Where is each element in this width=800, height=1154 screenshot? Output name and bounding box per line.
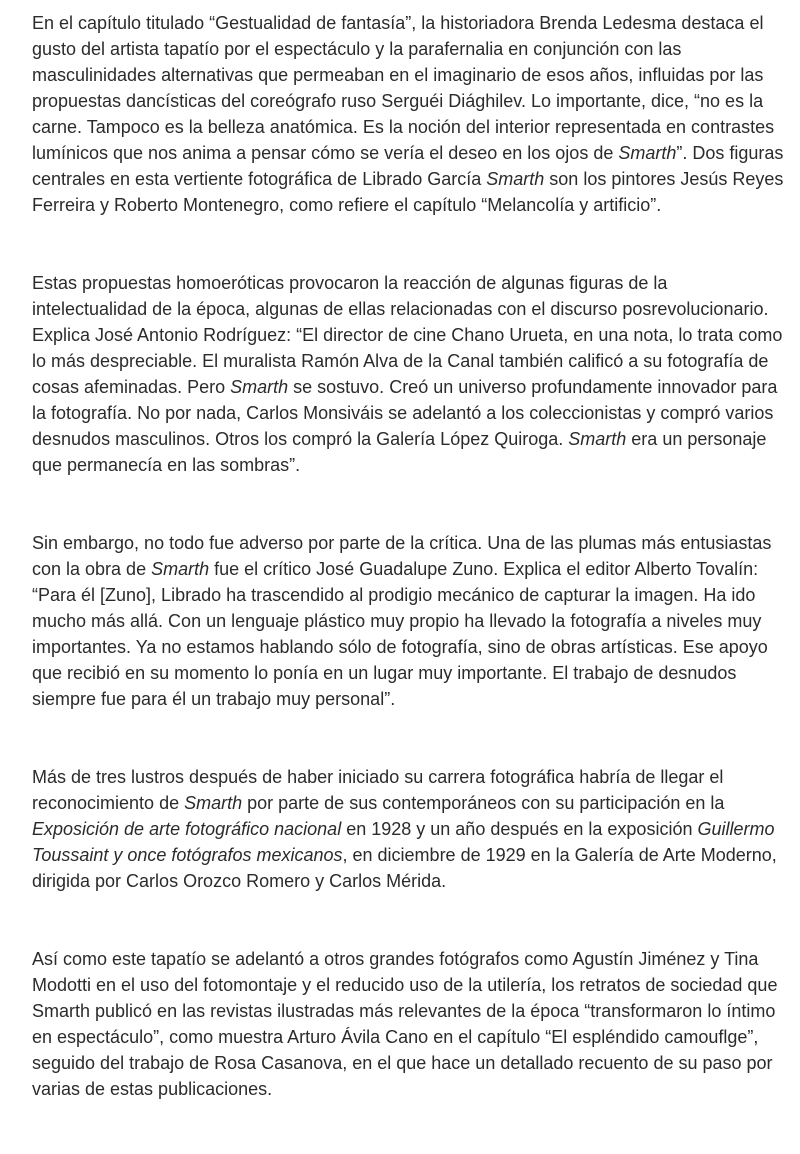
- paragraph-tapatio: [32, 946, 784, 1102]
- text-run: por parte de sus contemporáneos con su participación en la: [242, 793, 725, 813]
- text-run: En el capítulo titulado “Gestualidad de fantasía”, la historiadora Brenda Ledesma destaca el gusto del artista tapatío por el espectáculo y la parafernalia en conjunción con las masculinidades alternativas que permeaban en el imaginario de esos años, influidas por las propuestas dancísticas del coreógrafo ruso Serguéi Diághilev. Lo importante, dice, “no es la carne. Tampoco es la belleza anatómica. Es la noción del interior representada en contrastes lumínicos que nos anima a pensar cómo se vería el deseo en los ojos de: [32, 13, 775, 163]
- text-run: Así como este tapatío se adelantó a otros grandes fotógrafos como Agustín Jiménez y Tina Modotti en el uso del fotomontaje y el reducido uso de la utilería, los retratos de sociedad que Smarth publicó en las revistas ilustradas más relevantes de la época “transformaron lo íntimo en espectáculo”, como muestra Arturo Ávila Cano en el capítulo “El espléndido camouflge”, seguido del trabajo de Rosa Casanova, en el que hace un detallado recuento de su paso por varias de estas publicaciones.: [32, 949, 778, 1099]
- text-run-italic: Smarth: [486, 169, 545, 189]
- text-run: , en diciembre de 1929 en la Galería de Arte Moderno, dirigida por Carlos Orozco Romero y Carlos Mérida.: [32, 845, 777, 891]
- text-run-italic: Smarth: [568, 429, 627, 449]
- text-run: era un personaje que permanecía en las sombras”.: [32, 429, 767, 475]
- article-body: [32, 10, 784, 1154]
- text-run: en 1928 y un año después en la exposición: [341, 819, 698, 839]
- text-run: Más de tres lustros después de haber iniciado su carrera fotográfica habría de llegar el reconocimiento de: [32, 767, 724, 813]
- paragraph-critica: [32, 530, 784, 712]
- text-run: ”. Dos figuras centrales en esta vertiente fotográfica de Librado García: [32, 143, 784, 189]
- text-run-italic: Smarth: [151, 559, 210, 579]
- paragraph-homoeroticas: [32, 270, 784, 478]
- text-run: se sostuvo. Creó un universo profundamente innovador para la fotografía. No por nada, Carlos Monsiváis se adelantó a los coleccionistas y compró varios desnudos masculinos. Otros los compró la Galería López Quiroga.: [32, 377, 778, 449]
- text-run-italic: Smarth: [184, 793, 243, 813]
- text-run: Sin embargo, no todo fue adverso por parte de la crítica. Una de las plumas más entusiastas con la obra de: [32, 533, 772, 579]
- text-run-italic: Smarth: [230, 377, 289, 397]
- text-run-italic: Smarth: [618, 143, 677, 163]
- text-run: fue el crítico José Guadalupe Zuno. Explica el editor Alberto Tovalín: “Para él [Zuno], Librado ha trascendido al prodigio mecánico de capturar la imagen. Ha ido mucho más allá. Con un lenguaje plástico muy propio ha llevado la fotografía a niveles muy importantes. Ya no estamos hablando sólo de fotografía, sino de obras artísticas. Ese apoyo que recibió en su momento lo ponía en un lugar muy importante. El trabajo de desnudos siempre fue para él un trabajo muy personal”.: [32, 559, 768, 709]
- paragraph-reconocimiento: [32, 764, 784, 894]
- paragraph-gestualidad: [32, 10, 784, 218]
- text-run-italic: Exposición de arte fotográfico nacional: [32, 819, 342, 839]
- text-run-italic: Guillermo Toussaint y once fotógrafos mexicanos: [32, 819, 775, 865]
- text-run: son los pintores Jesús Reyes Ferreira y Roberto Montenegro, como refiere el capítulo “Melancolía y artificio”.: [32, 169, 784, 215]
- text-run: Estas propuestas homoeróticas provocaron la reacción de algunas figuras de la intelectualidad de la época, algunas de ellas relacionadas con el discurso posrevolucionario. Explica José Antonio Rodríguez: “El director de cine Chano Urueta, en una nota, lo trata como lo más despreciable. El muralista Ramón Alva de la Canal también calificó a su fotografía de cosas afeminadas. Pero: [32, 273, 783, 397]
